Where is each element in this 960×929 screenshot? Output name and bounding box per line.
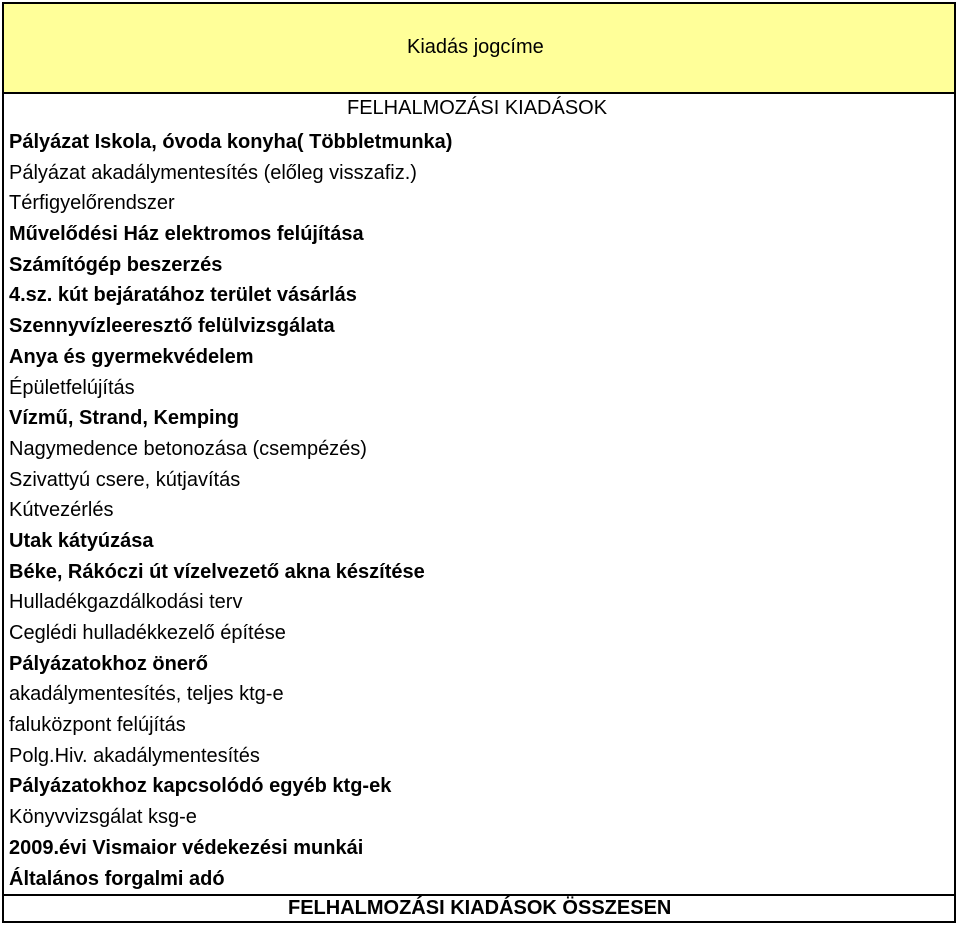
expense-rows <box>9 127 949 894</box>
expense-row: Nagymedence betonozása (csempézés) <box>9 437 367 460</box>
expense-row: Szennyvízleeresztő felülvizsgálata <box>9 315 335 338</box>
expense-row: Művelődési Ház elektromos felújítása <box>9 223 364 246</box>
expense-row: Térfigyelőrendszer <box>9 192 175 215</box>
expense-row: Általános forgalmi adó <box>9 867 225 890</box>
expense-row: Hulladékgazdálkodási terv <box>9 591 243 614</box>
section-title: FELHALMOZÁSI KIADÁSOK <box>347 97 608 119</box>
expense-row: Anya és gyermekvédelem <box>9 345 254 368</box>
expense-row: akadálymentesítés, teljes ktg-e <box>9 683 284 706</box>
header-cell <box>4 4 954 94</box>
expense-sheet <box>2 2 956 923</box>
expense-row: Kútvezérlés <box>9 499 114 522</box>
expense-row: Polg.Hiv. akadálymentesítés <box>9 744 260 767</box>
total-divider <box>4 894 954 896</box>
expense-row: Pályázat akadálymentesítés (előleg visszafiz.) <box>9 161 417 184</box>
expense-row: Béke, Rákóczi út vízelvezető akna készítése <box>9 560 425 583</box>
expense-row: 2009.évi Vismaior védekezési munkái <box>9 836 364 859</box>
expense-row: Utak kátyúzása <box>9 529 154 552</box>
expense-row: Szivattyú csere, kútjavítás <box>9 468 241 491</box>
expense-row: 4.sz. kút bejáratához terület vásárlás <box>9 284 357 307</box>
header-title: Kiadás jogcíme <box>407 36 544 58</box>
expense-row: Pályázatokhoz kapcsolódó egyéb ktg-ek <box>9 775 392 798</box>
expense-row: Épületfelújítás <box>9 376 135 399</box>
expense-row: Pályázat Iskola, óvoda konyha( Többletmunka) <box>9 131 453 153</box>
expense-row: Vízmű, Strand, Kemping <box>9 407 240 430</box>
expense-row: Ceglédi hulladékkezelő építése <box>9 622 286 644</box>
expense-row: Számítógép beszerzés <box>9 253 223 276</box>
expense-row: faluközpont felújítás <box>9 714 186 737</box>
total-label: FELHALMOZÁSI KIADÁSOK ÖSSZESEN <box>288 897 672 919</box>
expense-row: Pályázatokhoz önerő <box>9 652 208 675</box>
expense-row: Könyvvizsgálat ksg-e <box>9 806 197 829</box>
